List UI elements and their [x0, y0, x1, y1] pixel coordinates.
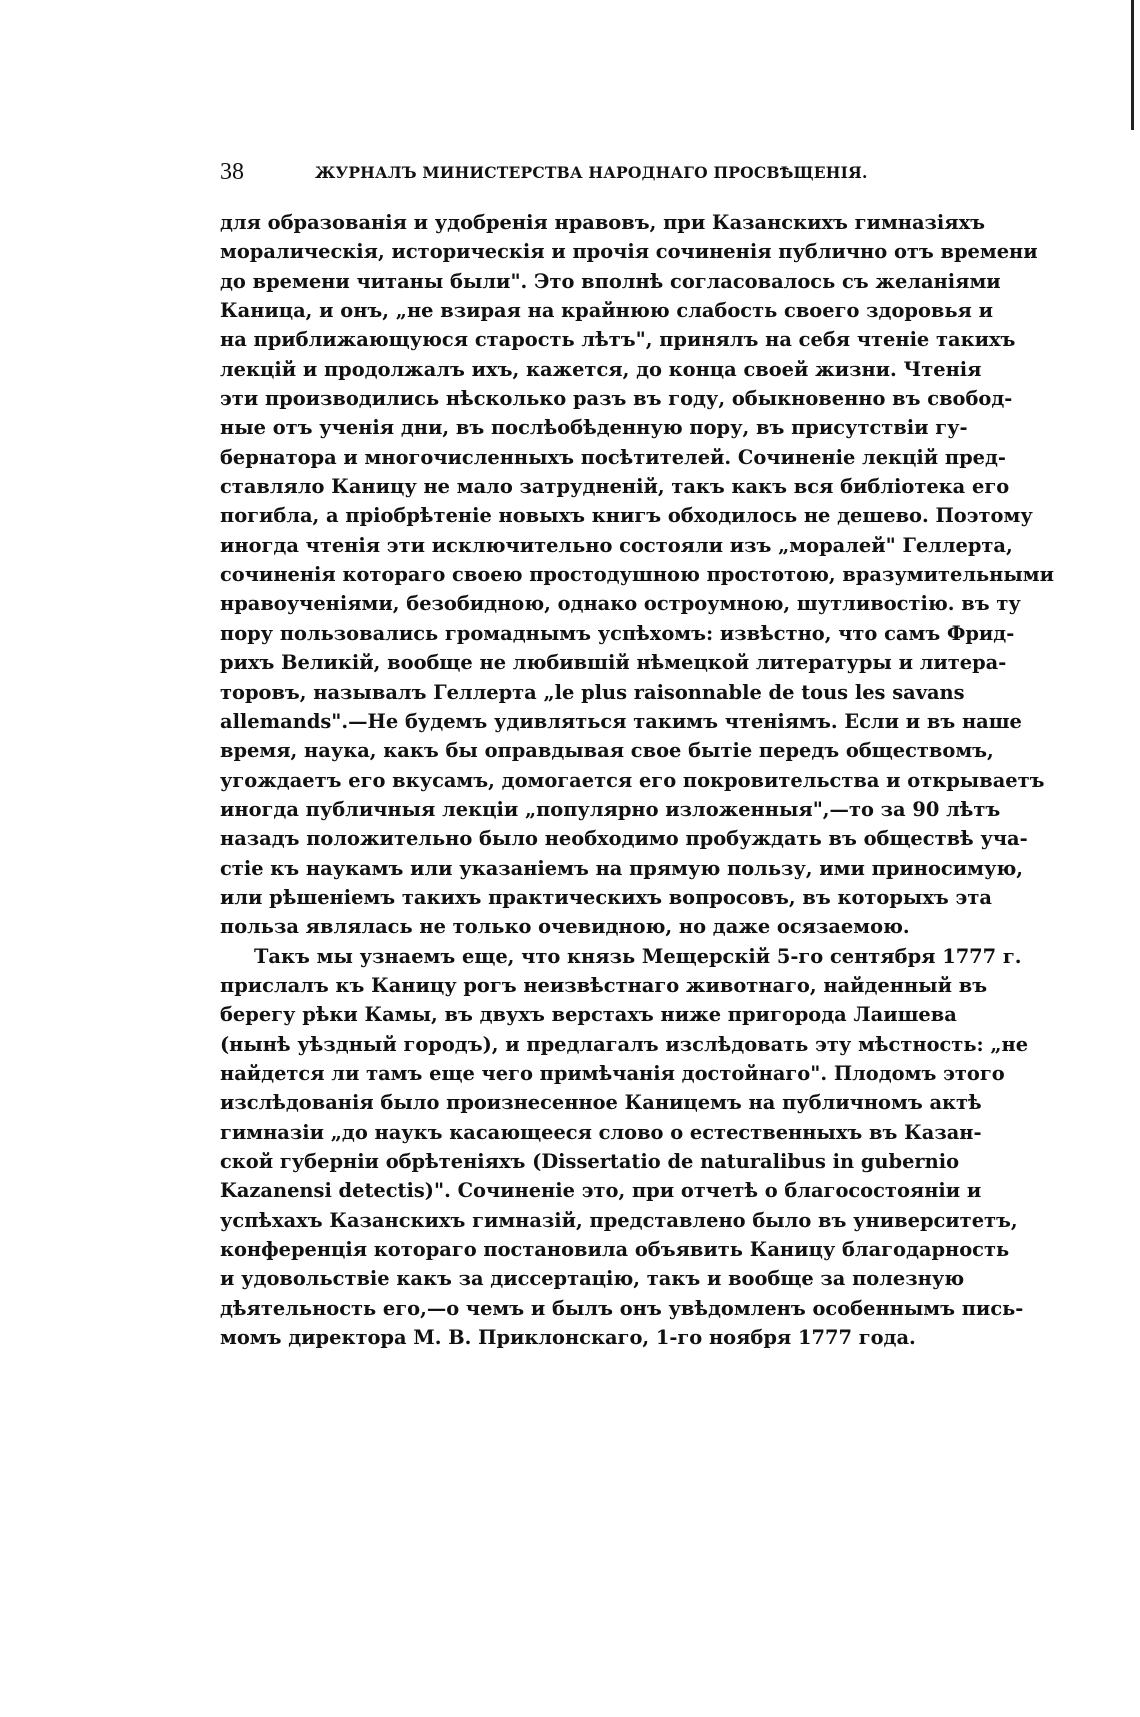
page-header [220, 158, 935, 186]
text-line: и удовольствіе какъ за диссертацію, такъ и вообще за полезную [220, 1267, 965, 1291]
text-line: Такъ мы узнаемъ еще, что князь Мещерскій 5-го сентября 1777 г. [254, 944, 1022, 968]
text-line: сочиненія котораго своею простодушною простотою, вразумительными [220, 563, 1055, 587]
text-line: Каница, и онъ, „не взирая на крайнюю слабость своего здоровья и [220, 299, 993, 323]
text-line: польза являлась не только очевидною, но даже осязаемою. [220, 915, 910, 939]
text-line: торовъ, называлъ Геллерта „le plus raisonnable de tous les savans [220, 680, 965, 704]
text-line: иногда чтенія эти исключительно состояли изъ „моралей" Геллерта, [220, 533, 1013, 557]
text-line: конференція котораго постановила объявить Каницу благодарность [220, 1238, 1010, 1262]
text-line: изслѣдованія было произнесенное Каницемъ на публичномъ актѣ [220, 1091, 982, 1115]
text-line: бернатора и многочисленныхъ посѣтителей. Сочиненіе лекцій пред- [220, 445, 1006, 469]
text-line: гимназіи „до наукъ касающееся слово о естественныхъ въ Казан- [220, 1120, 982, 1144]
text-line: ные отъ ученія дни, въ послѣобѣденную пору, въ присутствіи гу- [220, 416, 968, 440]
text-line: (нынѣ уѣздный городъ), и предлагалъ изслѣдовать эту мѣстность: „не [220, 1032, 1029, 1056]
text-line: иногда публичныя лекціи „популярно изложенныя",—то за 90 лѣтъ [220, 797, 1001, 821]
running-head: ЖУРНАЛЪ МИНИСТЕРСТВА НАРОДНАГО ПРОСВѢЩЕНІЯ. [315, 163, 868, 182]
text-line: найдется ли тамъ еще чего примѣчанія достойнаго". Плодомъ этого [220, 1061, 1005, 1085]
text-line: рихъ Великій, вообще не любившій нѣмецкой литературы и литера- [220, 651, 1007, 675]
text-line: успѣхахъ Казанскихъ гимназій, представлено было въ университетъ, [220, 1208, 1018, 1232]
text-line: прислалъ къ Каницу рогъ неизвѣстнаго животнаго, найденный въ [220, 973, 988, 997]
text-line: allemands".—Не будемъ удивляться такимъ чтеніямъ. Если и въ наше [220, 709, 1022, 733]
text-line: или рѣшеніемъ такихъ практическихъ вопросовъ, въ которыхъ эта [220, 885, 992, 909]
paragraph [220, 208, 1055, 942]
text-line: ставляло Каницу не мало затрудненій, такъ какъ вся библіотека его [220, 475, 1010, 499]
text-line: берегу рѣки Камы, въ двухъ верстахъ ниже пригорода Лаишева [220, 1003, 957, 1027]
text-line: погибла, а пріобрѣтеніе новыхъ книгъ обходилось не дешево. Поэтому [220, 504, 1033, 528]
text-line: на приближающуюся старость лѣтъ", принялъ на себя чтеніе такихъ [220, 328, 1016, 352]
text-line: моралическія, историческія и прочія сочиненія публично отъ времени [220, 240, 1038, 264]
text-line: стіе къ наукамъ или указаніемъ на прямую пользу, ими приносимую, [220, 856, 1023, 880]
text-line: для образованія и удобренія нравовъ, при Казанскихъ гимназіяхъ [220, 211, 986, 234]
page-number: 38 [220, 159, 244, 185]
text-line: нравоученіями, безобидною, однако остроумною, шутливостію. въ ту [220, 592, 1021, 616]
page-edge-line [1131, 0, 1134, 130]
text-line: Kazanensi detectis)". Сочиненіе это, при отчетѣ о благосостояніи и [220, 1179, 982, 1203]
body-text [220, 208, 1055, 1352]
text-line: эти производились нѣсколько разъ въ году, обыкновенно въ свобод- [220, 387, 1013, 411]
paragraph [220, 942, 1029, 1353]
text-line: до времени читаны были". Это вполнѣ согласовалось съ желаніями [220, 269, 1001, 293]
text-line: угождаетъ его вкусамъ, домогается его покровительства и открываетъ [220, 768, 1045, 792]
text-line: момъ директора М. В. Приклонскаго, 1-го ноября 1777 года. [220, 1326, 916, 1350]
text-line: лекцій и продолжалъ ихъ, кажется, до конца своей жизни. Чтенія [220, 357, 982, 381]
text-line: время, наука, какъ бы оправдывая свое бытіе передъ обществомъ, [220, 739, 994, 763]
text-line: ской губерніи обрѣтеніяхъ (Dissertatio de naturalibus in gubernio [220, 1150, 960, 1173]
text-line: назадъ положительно было необходимо пробуждать въ обществѣ уча- [220, 827, 1028, 851]
text-line: пору пользовались громаднымъ успѣхомъ: извѣстно, что самъ Фрид- [220, 621, 1015, 645]
text-line: дѣятельность его,—о чемъ и былъ онъ увѣдомленъ особеннымъ пись- [220, 1296, 1024, 1320]
